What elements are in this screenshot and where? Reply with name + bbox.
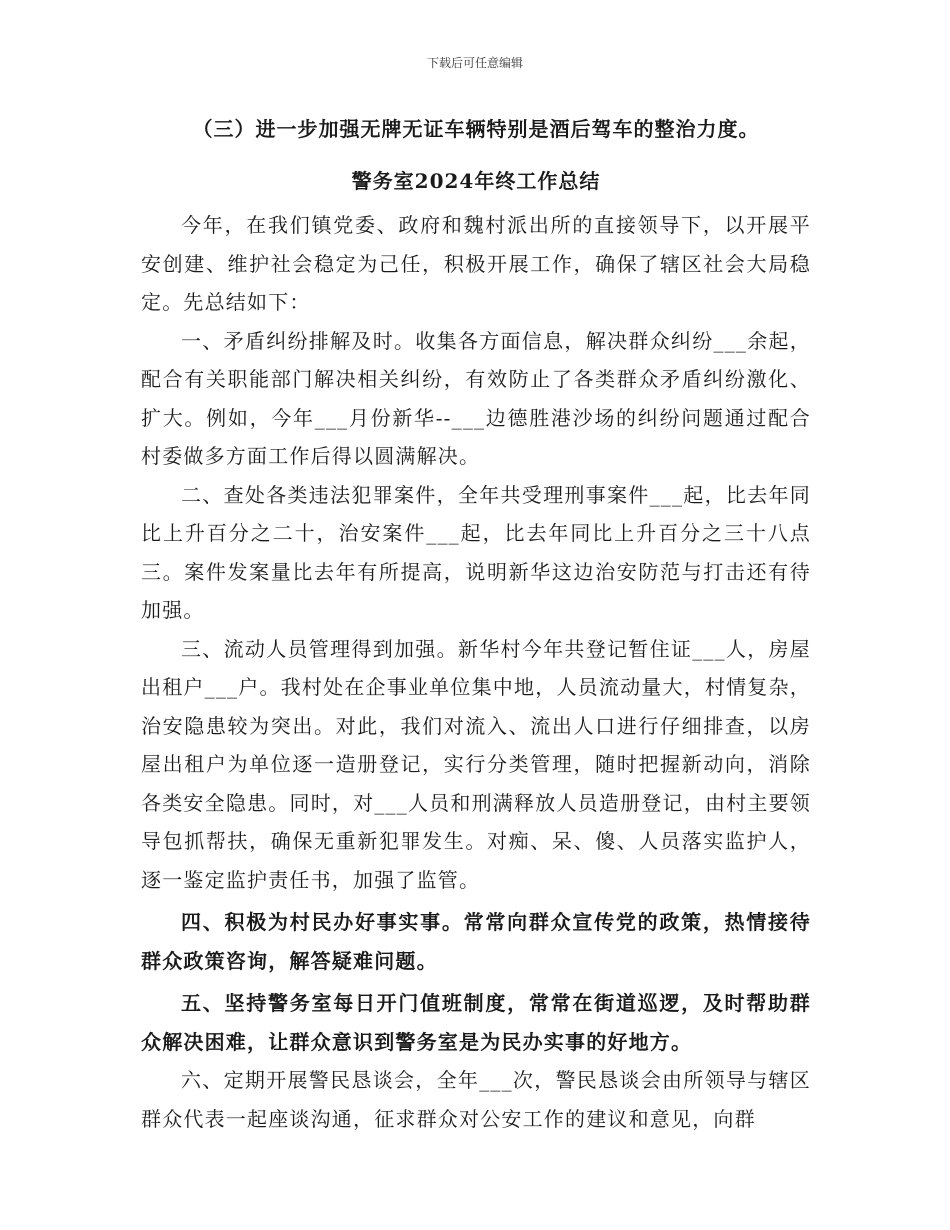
header-note: 下载后可任意编辑 — [426, 56, 523, 70]
section-heading: （三）进一步加强无牌无证车辆特别是酒后驾车的整治力度。 — [192, 117, 760, 141]
paragraph-intro: 今年，在我们镇党委、政府和魏村派出所的直接领导下，以开展平安创建、维护社会稳定为己任，积极开展工作，确保了辖区社会大局稳定。先总结如下： — [141, 213, 811, 314]
document-page — [141, 108, 811, 1138]
paragraph-dispute-resolution: 一、矛盾纠纷排解及时。收集各方面信息，解决群众纠纷___余起，配合有关职能部门解决相关纠纷，有效防止了各类群众矛盾纠纷激化、扩大。例如，今年___月份新华--___边德胜港沙场的纠纷问题通过配合村委做多方面工作后得以圆满解决。 — [141, 328, 811, 468]
document-title: 警务室2024年终工作总结 — [351, 169, 601, 193]
paragraph-criminal-cases: 二、查处各类违法犯罪案件，全年共受理刑事案件___起，比去年同比上升百分之二十，治安案件___起，比去年同比上升百分之三十八点三。案件发案量比去年有所提高，说明新华这边治安防范与打击还有待加强。 — [141, 482, 811, 622]
paragraph-villager-services: 四、积极为村民办好事实事。常常向群众宣传党的政策，热情接待群众政策咨询，解答疑难问题。 — [141, 910, 811, 973]
paragraph-migrant-management: 三、流动人员管理得到加强。新华村今年共登记暂住证___人，房屋出租户___户。我村处在企事业单位集中地，人员流动量大，村情复杂，治安隐患较为突出。对此，我们对流入、流出人口进行仔细排查，以房屋出租户为单位逐一造册登记，实行分类管理，随时把握新动向，消除各类安全隐患。同时，对___人员和刑满释放人员造册登记，由村主要领导包抓帮扶，确保无重新犯罪发生。对痴、呆、傻、人员落实监护人，逐一鉴定监护责任书，加强了监管。 — [141, 636, 811, 892]
paragraph-police-meetings: 六、定期开展警民恳谈会，全年___次，警民恳谈会由所领导与辖区群众代表一起座谈沟通，征求群众对公安工作的建议和意见，向群 — [141, 1068, 811, 1131]
paragraph-daily-duty: 五、坚持警务室每日开门值班制度，常常在街道巡逻，及时帮助群众解决困难，让群众意识到警务室是为民办实事的好地方。 — [141, 991, 811, 1054]
